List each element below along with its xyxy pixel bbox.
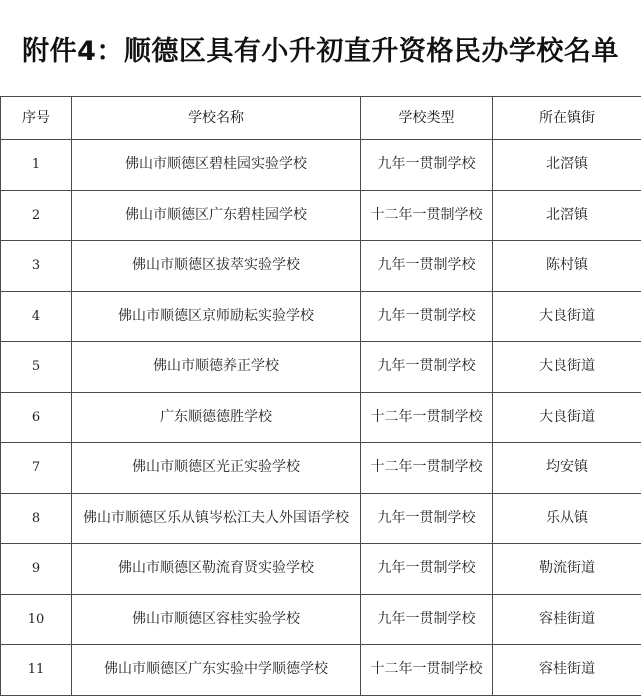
cell-school-type: 十二年一贯制学校 [361,645,493,696]
cell-street: 陈村镇 [493,241,641,292]
cell-street: 均安镇 [493,443,641,494]
cell-school-type: 九年一贯制学校 [361,544,493,595]
cell-no: 7 [1,443,72,494]
page-title: 附件4：顺德区具有小升初直升资格民办学校名单 [22,35,619,67]
table-row [1,594,641,645]
cell-street: 容桂街道 [493,594,641,645]
cell-no: 9 [1,544,72,595]
title-bar [0,0,641,97]
cell-street: 勒流街道 [493,544,641,595]
cell-school-name: 佛山市顺德养正学校 [72,342,361,393]
header-school-name: 学校名称 [72,97,361,140]
cell-no: 11 [1,645,72,696]
cell-school-name: 佛山市顺德区碧桂园实验学校 [72,140,361,191]
table-row [1,443,641,494]
table-row [1,342,641,393]
table-row [1,241,641,292]
cell-school-type: 九年一贯制学校 [361,241,493,292]
cell-school-name: 佛山市顺德区京师励耘实验学校 [72,291,361,342]
table-header-row [1,97,641,140]
cell-no: 4 [1,291,72,342]
cell-school-name: 佛山市顺德区广东实验中学顺德学校 [72,645,361,696]
cell-school-name: 广东顺德德胜学校 [72,392,361,443]
cell-school-type: 九年一贯制学校 [361,342,493,393]
cell-school-name: 佛山市顺德区勒流育贤实验学校 [72,544,361,595]
cell-school-name: 佛山市顺德区光正实验学校 [72,443,361,494]
cell-street: 大良街道 [493,392,641,443]
cell-school-name: 佛山市顺德区广东碧桂园学校 [72,190,361,241]
cell-street: 北滘镇 [493,140,641,191]
cell-school-type: 九年一贯制学校 [361,140,493,191]
cell-no: 5 [1,342,72,393]
table-row [1,140,641,191]
cell-street: 容桂街道 [493,645,641,696]
header-no: 序号 [1,97,72,140]
cell-street: 乐从镇 [493,493,641,544]
cell-no: 6 [1,392,72,443]
cell-school-type: 十二年一贯制学校 [361,443,493,494]
cell-no: 1 [1,140,72,191]
header-street: 所在镇街 [493,97,641,140]
cell-street: 北滘镇 [493,190,641,241]
cell-street: 大良街道 [493,342,641,393]
table-row [1,544,641,595]
cell-school-name: 佛山市顺德区乐从镇岑松江夫人外国语学校 [72,493,361,544]
cell-school-type: 九年一贯制学校 [361,594,493,645]
cell-school-name: 佛山市顺德区容桂实验学校 [72,594,361,645]
cell-street: 大良街道 [493,291,641,342]
cell-no: 2 [1,190,72,241]
cell-no: 10 [1,594,72,645]
cell-school-name: 佛山市顺德区拔萃实验学校 [72,241,361,292]
cell-school-type: 十二年一贯制学校 [361,190,493,241]
table-row [1,645,641,696]
table-row [1,190,641,241]
cell-school-type: 十二年一贯制学校 [361,392,493,443]
header-school-type: 学校类型 [361,97,493,140]
table-row [1,291,641,342]
cell-school-type: 九年一贯制学校 [361,493,493,544]
cell-no: 3 [1,241,72,292]
cell-school-type: 九年一贯制学校 [361,291,493,342]
school-table [0,96,641,696]
table-row [1,493,641,544]
cell-no: 8 [1,493,72,544]
table-row [1,392,641,443]
